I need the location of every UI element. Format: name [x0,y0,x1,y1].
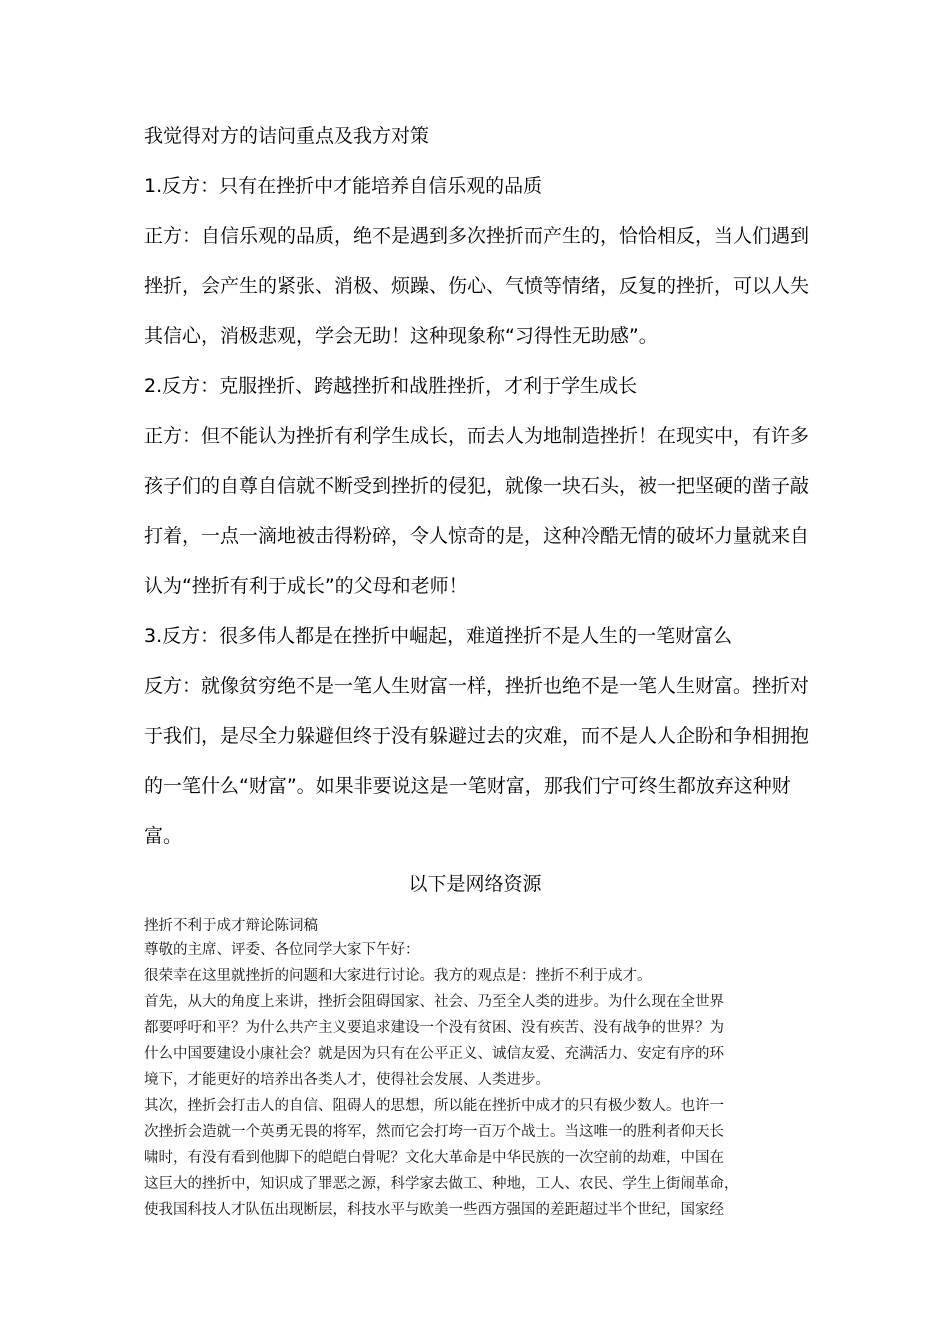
divider-title: 以下是网络资源 [408,873,542,895]
section-1-question: 1.反方：只有在挫折中才能培养自信乐观的品质 [144,175,543,197]
section-1-answer-line: 正方：自信乐观的品质，绝不是遇到多次挫折而产生的，恰恰相反，当人们遇到 [144,225,810,247]
web-paragraph-line: 这巨大的挫折中，知识成了罪恶之源，科学家去做工、种地，工人、农民、学生上街闹革命， [144,1176,739,1192]
web-paragraph-line: 境下，才能更好的培养出各类人才，使得社会发展、人类进步。 [144,1072,550,1088]
web-paragraph-line: 啸时，有没有看到他脚下的皑皑白骨呢？文化大革命是中华民族的一次空前的劫难，中国在 [144,1150,724,1166]
web-paragraph-line: 首先，从大的角度上来讲，挫折会阻碍国家、社会、乃至全人类的进步。为什么现在全世界 [144,994,724,1010]
section-3-answer-line: 富。 [144,825,183,847]
web-paragraph-line: 其次，挫折会打击人的自信、阻碍人的思想，所以能在挫折中成才的只有极少数人。也许一 [144,1098,724,1114]
web-paragraph-line: 什么中国要建设小康社会？就是因为只有在公平正义、诚信友爱、充满活力、安定有序的环 [144,1046,724,1062]
web-paragraph-line: 次挫折会造就一个英勇无畏的将军，然而它会打垮一百万个战士。当这唯一的胜利者仰天长 [144,1124,724,1140]
web-source-title: 挫折不利于成才辩论陈词稿 [144,918,318,934]
section-1-answer-line: 挫折，会产生的紧张、消极、烦躁、伤心、气愤等情绪，反复的挫折，可以人失 [144,275,810,297]
section-3-question: 3.反方：很多伟人都是在挫折中崛起，难道挫折不是人生的一笔财富么 [144,625,733,647]
section-2-question: 2.反方：克服挫折、跨越挫折和战胜挫折，才利于学生成长 [144,375,638,397]
section-3-answer-line: 的一笔什么“财富”。如果非要说这是一笔财富，那我们宁可终生都放弃这种财 [144,775,791,797]
section-3-answer-line: 于我们，是尽全力躲避但终于没有躲避过去的灾难，而不是人人企盼和争相拥抱 [144,725,810,747]
section-2-answer-line: 正方：但不能认为挫折有利学生成长，而去人为地制造挫折！在现实中，有许多 [144,425,810,447]
web-paragraph-line: 使我国科技人才队伍出现断层，科技水平与欧美一些西方强国的差距超过半个世纪，国家经 [144,1202,724,1218]
section-3-answer-line: 反方：就像贫穷绝不是一笔人生财富一样，挫折也绝不是一笔人生财富。挫折对 [144,675,810,697]
section-2-answer-line: 认为“挫折有利于成长”的父母和老师！ [144,575,468,597]
web-paragraph-line: 都要呼吁和平？为什么共产主义要追求建设一个没有贫困、没有疾苦、没有战争的世界？为 [144,1020,724,1036]
section-1-answer-line: 其信心，消极悲观，学会无助！这种现象称“习得性无助感”。 [144,325,658,347]
section-2-answer-line: 打着，一点一滴地被击得粉碎，令人惊奇的是，这种冷酷无情的破坏力量就来自 [144,525,810,547]
web-paragraph-line: 很荣幸在这里就挫折的问题和大家进行讨论。我方的观点是：挫折不利于成才。 [144,968,652,984]
web-paragraph-line: 尊敬的主席、评委、各位同学大家下午好： [144,942,420,958]
document-heading: 我觉得对方的诘问重点及我方对策 [144,125,430,147]
section-2-answer-line: 孩子们的自尊自信就不断受到挫折的侵犯，就像一块石头，被一把坚硬的凿子敲 [144,475,810,497]
